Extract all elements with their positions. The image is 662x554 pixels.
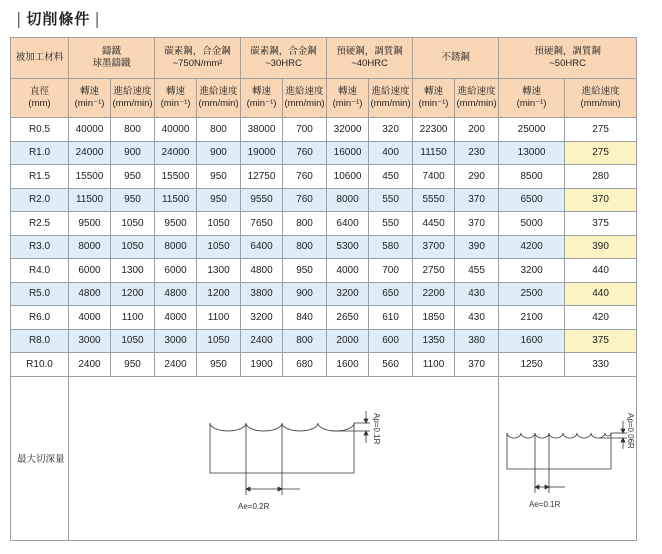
speed-cell: 6400: [241, 235, 283, 259]
diameter-cell: R2.0: [11, 188, 69, 212]
feed-cell: 370: [565, 188, 637, 212]
feed-cell: 950: [197, 353, 241, 377]
feed-cell: 900: [283, 282, 327, 306]
feed-cell: 950: [111, 165, 155, 189]
feed-cell: 580: [369, 235, 413, 259]
feed-cell: 230: [455, 141, 499, 165]
feed-cell: 550: [369, 212, 413, 236]
table-row: [11, 235, 637, 259]
feed-cell: 375: [565, 329, 637, 353]
feed-cell: 380: [455, 329, 499, 353]
cut-depth-diagram-1: [70, 377, 498, 537]
speed-cell: 2650: [327, 306, 369, 330]
speed-cell: 11500: [69, 188, 111, 212]
table-row: [11, 259, 637, 283]
speed-cell: 8000: [69, 235, 111, 259]
diameter-cell: R1.0: [11, 141, 69, 165]
feed-header: 進給速度 (mm/min): [111, 79, 155, 118]
speed-cell: 15500: [155, 165, 197, 189]
speed-cell: 2400: [155, 353, 197, 377]
feed-cell: 650: [369, 282, 413, 306]
title-bar-left: |: [16, 8, 23, 28]
speed-cell: 6400: [327, 212, 369, 236]
feed-cell: 200: [455, 118, 499, 142]
feed-cell: 430: [455, 282, 499, 306]
feed-cell: 275: [565, 141, 637, 165]
speed-cell: 3000: [69, 329, 111, 353]
feed-cell: 760: [283, 165, 327, 189]
cutting-conditions-table: [10, 37, 637, 541]
feed-cell: 330: [565, 353, 637, 377]
speed-cell: 1250: [499, 353, 565, 377]
speed-cell: 11500: [155, 188, 197, 212]
feed-cell: 700: [369, 259, 413, 283]
speed-cell: 2400: [69, 353, 111, 377]
speed-cell: 3700: [413, 235, 455, 259]
feed-cell: 950: [111, 188, 155, 212]
speed-cell: 22300: [413, 118, 455, 142]
speed-cell: 8500: [499, 165, 565, 189]
speed-cell: 6000: [155, 259, 197, 283]
speed-cell: 5550: [413, 188, 455, 212]
section-title-text: 切削條件: [26, 9, 91, 28]
speed-cell: 9550: [241, 188, 283, 212]
speed-cell: 38000: [241, 118, 283, 142]
speed-cell: 3200: [241, 306, 283, 330]
speed-cell: 1600: [327, 353, 369, 377]
diameter-cell: R10.0: [11, 353, 69, 377]
speed-cell: 4800: [241, 259, 283, 283]
speed-cell: 7650: [241, 212, 283, 236]
speed-cell: 6500: [499, 188, 565, 212]
speed-cell: 8000: [155, 235, 197, 259]
data-rows: [11, 118, 637, 377]
diameter-cell: R0.5: [11, 118, 69, 142]
feed-cell: 1050: [197, 235, 241, 259]
ae-label-1: Ae=0.2R: [237, 501, 269, 511]
feed-cell: 1050: [111, 235, 155, 259]
feed-cell: 900: [197, 141, 241, 165]
feed-cell: 430: [455, 306, 499, 330]
title-bar-right: |: [94, 8, 101, 28]
feed-cell: 900: [111, 141, 155, 165]
diagram-cell-1: [69, 376, 499, 540]
material-header: 碳素鋼，合金鋼 ~750N/mm²: [155, 38, 241, 79]
speed-cell: 7400: [413, 165, 455, 189]
feed-cell: 455: [455, 259, 499, 283]
feed-cell: 800: [197, 118, 241, 142]
feed-cell: 800: [283, 329, 327, 353]
feed-cell: 1100: [111, 306, 155, 330]
feed-cell: 1300: [111, 259, 155, 283]
feed-cell: 1050: [197, 329, 241, 353]
feed-cell: 800: [283, 235, 327, 259]
material-header-row: [11, 38, 637, 79]
material-header: 碳素鋼，合金鋼 ~30HRC: [241, 38, 327, 79]
speed-cell: 4450: [413, 212, 455, 236]
table-row: [11, 188, 637, 212]
diameter-cell: R4.0: [11, 259, 69, 283]
speed-cell: 6000: [69, 259, 111, 283]
speed-cell: 24000: [69, 141, 111, 165]
cut-depth-diagram-2: [499, 377, 637, 537]
speed-header: 轉速 (min⁻¹): [499, 79, 565, 118]
speed-cell: 3800: [241, 282, 283, 306]
feed-header: 進給速度 (mm/min): [283, 79, 327, 118]
feed-header: 進給速度 (mm/min): [565, 79, 637, 118]
feed-cell: 1200: [111, 282, 155, 306]
speed-cell: 2000: [327, 329, 369, 353]
feed-cell: 840: [283, 306, 327, 330]
feed-cell: 370: [455, 212, 499, 236]
speed-cell: 1900: [241, 353, 283, 377]
speed-cell: 2500: [499, 282, 565, 306]
diameter-cell: R2.5: [11, 212, 69, 236]
feed-cell: 800: [111, 118, 155, 142]
speed-cell: 8000: [327, 188, 369, 212]
speed-cell: 12750: [241, 165, 283, 189]
speed-cell: 2400: [241, 329, 283, 353]
speed-cell: 2750: [413, 259, 455, 283]
speed-cell: 10600: [327, 165, 369, 189]
speed-cell: 1100: [413, 353, 455, 377]
speed-cell: 9500: [69, 212, 111, 236]
speed-cell: 15500: [69, 165, 111, 189]
speed-cell: 3200: [327, 282, 369, 306]
table-row: [11, 282, 637, 306]
speed-cell: 4000: [69, 306, 111, 330]
feed-cell: 680: [283, 353, 327, 377]
feed-cell: 950: [197, 188, 241, 212]
feed-cell: 450: [369, 165, 413, 189]
table-row: [11, 329, 637, 353]
feed-cell: 390: [565, 235, 637, 259]
diameter-cell: R3.0: [11, 235, 69, 259]
feed-cell: 290: [455, 165, 499, 189]
feed-cell: 1100: [197, 306, 241, 330]
feed-cell: 1200: [197, 282, 241, 306]
speed-cell: 13000: [499, 141, 565, 165]
table-row: [11, 353, 637, 377]
feed-cell: 950: [111, 353, 155, 377]
material-header: 預硬鋼，調質鋼 ~40HRC: [327, 38, 413, 79]
speed-header: 轉速 (min⁻¹): [155, 79, 197, 118]
feed-cell: 760: [283, 188, 327, 212]
ap-label-1: Ap=0.1R: [371, 412, 381, 444]
speed-cell: 32000: [327, 118, 369, 142]
material-header: 鑄鐵 球墨鑄鐵: [69, 38, 155, 79]
diameter-cell: R6.0: [11, 306, 69, 330]
max-depth-row: [11, 376, 637, 540]
material-header: 預硬鋼，調質鋼 ~50HRC: [499, 38, 637, 79]
feed-header: 進給速度 (mm/min): [197, 79, 241, 118]
material-header: 不銹鋼: [413, 38, 499, 79]
max-depth-label: 最大切深量: [11, 376, 69, 540]
feed-cell: 420: [565, 306, 637, 330]
feed-cell: 370: [455, 188, 499, 212]
speed-header: 轉速 (min⁻¹): [413, 79, 455, 118]
speed-cell: 1600: [499, 329, 565, 353]
feed-cell: 1050: [111, 212, 155, 236]
speed-cell: 5000: [499, 212, 565, 236]
table-row: [11, 212, 637, 236]
speed-cell: 16000: [327, 141, 369, 165]
speed-cell: 1350: [413, 329, 455, 353]
diagram-cell-2: [499, 376, 637, 540]
speed-cell: 11150: [413, 141, 455, 165]
speed-cell: 40000: [69, 118, 111, 142]
feed-cell: 390: [455, 235, 499, 259]
speed-cell: 2200: [413, 282, 455, 306]
feed-cell: 1050: [197, 212, 241, 236]
feed-cell: 600: [369, 329, 413, 353]
table-row: [11, 141, 637, 165]
speed-cell: 9500: [155, 212, 197, 236]
feed-cell: 950: [283, 259, 327, 283]
speed-cell: 24000: [155, 141, 197, 165]
speed-cell: 4000: [155, 306, 197, 330]
feed-header: 進給速度 (mm/min): [369, 79, 413, 118]
table-row: [11, 165, 637, 189]
speed-cell: 4800: [155, 282, 197, 306]
speed-cell: 1850: [413, 306, 455, 330]
table-row: [11, 118, 637, 142]
feed-cell: 275: [565, 118, 637, 142]
feed-cell: 950: [197, 165, 241, 189]
feed-cell: 440: [565, 259, 637, 283]
speed-cell: 25000: [499, 118, 565, 142]
diameter-header: 直徑 (mm): [11, 79, 69, 118]
diameter-cell: R5.0: [11, 282, 69, 306]
feed-cell: 400: [369, 141, 413, 165]
feed-cell: 320: [369, 118, 413, 142]
speed-header: 轉速 (min⁻¹): [327, 79, 369, 118]
speed-cell: 19000: [241, 141, 283, 165]
section-title: [12, 6, 105, 30]
speed-header: 轉速 (min⁻¹): [241, 79, 283, 118]
ae-label-2: Ae=0.1R: [529, 499, 561, 509]
feed-cell: 1050: [111, 329, 155, 353]
feed-cell: 370: [455, 353, 499, 377]
feed-cell: 610: [369, 306, 413, 330]
feed-cell: 1300: [197, 259, 241, 283]
diameter-cell: R1.5: [11, 165, 69, 189]
speed-cell: 4800: [69, 282, 111, 306]
feed-cell: 560: [369, 353, 413, 377]
feed-cell: 280: [565, 165, 637, 189]
material-label: 被加工材料: [11, 38, 69, 79]
ap-label-2: Ap=0.06R: [626, 412, 636, 449]
feed-cell: 375: [565, 212, 637, 236]
speed-cell: 5300: [327, 235, 369, 259]
table-row: [11, 306, 637, 330]
speed-cell: 4200: [499, 235, 565, 259]
diameter-cell: R8.0: [11, 329, 69, 353]
feed-header: 進給速度 (mm/min): [455, 79, 499, 118]
speed-cell: 40000: [155, 118, 197, 142]
speed-cell: 2100: [499, 306, 565, 330]
speed-cell: 4000: [327, 259, 369, 283]
feed-cell: 760: [283, 141, 327, 165]
feed-cell: 800: [283, 212, 327, 236]
speed-cell: 3000: [155, 329, 197, 353]
feed-cell: 550: [369, 188, 413, 212]
speed-cell: 3200: [499, 259, 565, 283]
unit-header-row: [11, 79, 637, 118]
feed-cell: 440: [565, 282, 637, 306]
feed-cell: 700: [283, 118, 327, 142]
speed-header: 轉速 (min⁻¹): [69, 79, 111, 118]
